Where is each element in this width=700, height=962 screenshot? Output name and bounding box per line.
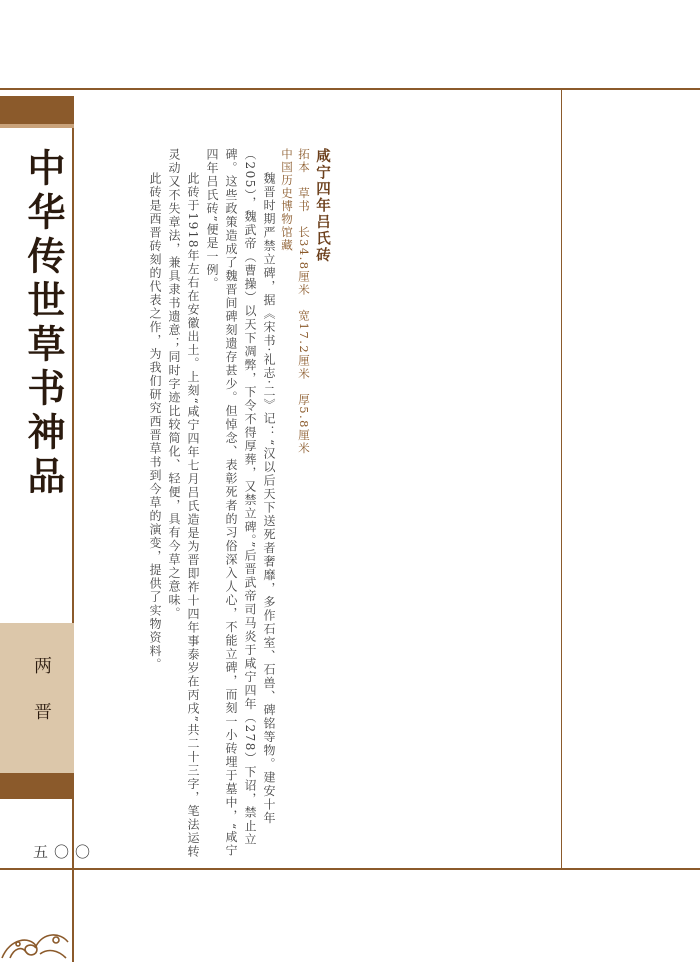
cloud-scroll-ornament-icon	[0, 908, 72, 960]
top-rule	[0, 88, 700, 90]
entry-meta-collection: 中国历史博物馆藏	[280, 148, 294, 252]
section-label: 两晋	[31, 656, 52, 748]
right-column-line	[561, 90, 562, 868]
entry-meta-dimensions: 拓本 草书 长34.8厘米 宽17.2厘米 厚5.8厘米	[297, 148, 311, 455]
paragraph-1: 魏晋时期严禁立碑，据《宋书·礼志·二》记：“汉以后天下送死者奢靡，多作石室、石兽、碑铭等物。建安十年（205），魏武帝（曹操）以天下凋弊，下令不得厚葬，又禁立碑。”后晋武帝司马炎于咸宁四年（278）下诏，禁止立碑。这些政策造成了魏晋间碑刻遗存甚少。但悼念、表彰死者的习俗深入人心，不能立碑，而刻一小砖埋于墓中，“咸宁四年吕氏砖”便是一例。	[205, 148, 276, 858]
entry-text-block	[145, 148, 332, 868]
entry-heading: 咸宁四年吕氏砖	[314, 148, 331, 264]
book-spine	[0, 96, 91, 866]
page-number: 〇〇五	[31, 844, 91, 860]
paragraph-3: 此砖是西晋砖刻的代表之作，为我们研究西晋草书到今草的演变，提供了实物资料。	[148, 172, 162, 672]
book-title: 中华传世草书神品	[21, 148, 66, 500]
spine-top-band	[0, 96, 74, 124]
paragraph-2: 此砖于1918年左右在安徽出土。上刻“咸宁四年七月吕氏造是为晋即祚十四年事泰岁在丙戌”共二十三字，笔法运转灵动又不失章法，兼具隶书遗意；同时字迹比较简化、轻便，具有今草之意味。	[167, 148, 200, 859]
spine-bottom-band	[0, 773, 74, 799]
bottom-rule	[0, 868, 700, 870]
